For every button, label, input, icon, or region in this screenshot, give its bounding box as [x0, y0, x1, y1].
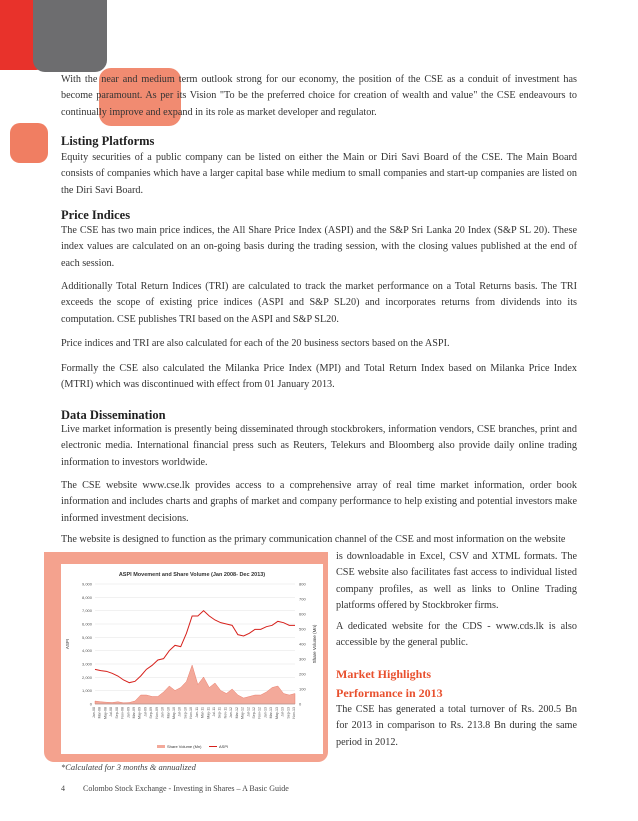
x-tick-label: Jan-12 [229, 707, 234, 718]
y2-tick-label: 200 [299, 671, 306, 677]
legend-swatch-volume [157, 745, 165, 748]
decor-salmon-square-small [10, 123, 48, 163]
x-tick-label: Sep-12 [252, 707, 256, 719]
x-tick-label: Jan-10 [160, 707, 165, 718]
page-number: 4 [61, 784, 65, 793]
y-tick-label: 8,000 [81, 594, 92, 600]
y-tick-label: 2,000 [81, 674, 92, 680]
x-tick-label: Sep-10 [183, 707, 188, 719]
x-tick-label: Jan-13 [263, 707, 268, 718]
price-p1: The CSE has two main price indices, the All Share Price Index (ASPI) and the S&P Sri Lanka 20 Index (S&P SL 20). These index values are calculated on an on-going basis during the trading session, with the closing values published at the end of each session. [61, 225, 577, 269]
price-p3: Price indices and TRI are also calculated for each of the 20 business sectors based on the ASPI. [61, 338, 450, 349]
dissemination-p3b: is downloadable in Excel, CSV and XTML formats. The CSE website also facilitates fast access to individual listed company profiles, as well as links to Online Trading platforms offered by Stockbroker firms. [336, 551, 577, 612]
series-share-volume [95, 665, 295, 704]
y-tick-label: 0 [89, 701, 92, 707]
price-heading: Price Indices [61, 208, 131, 222]
price-p2: Additionally Total Return Indices (TRI) are calculated to track the market performance on a Total Returns basis. The TRI exceeds the scope of existing price indices (ASPI and S&P SL20) and incorporates returns from dividends into its computation. CSE publishes TRI based on the ASPI and S&P SL20. [61, 281, 577, 325]
cds-paragraph [336, 619, 577, 652]
y2-tick-label: 600 [299, 611, 306, 617]
dissemination-body-2 [61, 478, 577, 527]
highlights-body: The CSE has generated a total turnover of Rs. 200.5 Bn for 2013 in comparison to Rs. 213.8 Bn during the same period in 2012. [336, 703, 577, 748]
y-tick-label: 7,000 [81, 608, 92, 614]
x-tick-label: Sep-11 [217, 707, 222, 719]
price-body-2 [61, 279, 577, 328]
highlights-subheading: Performance in 2013 [336, 686, 443, 701]
price-body-4 [61, 361, 577, 394]
x-tick-label: May-10 [172, 707, 176, 719]
y2-tick-label: 700 [299, 596, 306, 602]
page-footer [61, 784, 289, 793]
y2-tick-label: 800 [299, 581, 306, 587]
chart-title: ASPI Movement and Share Volume (Jan 2008- Dec 2013) [118, 572, 266, 578]
intro-paragraph [61, 72, 577, 121]
x-tick-label: Jul-08 [109, 707, 114, 717]
x-tick-label: May-08 [103, 707, 108, 719]
legend-label-aspi: ASPI [219, 744, 229, 749]
dissemination-continued [336, 549, 577, 615]
x-tick-label: Jan-08 [92, 707, 96, 718]
listing-text: Equity securities of a public company can be listed on either the Main or Diri Savi Board of the CSE. The Main Board consists of companies which have a larger capital base while medium to small companies and start-up companies are listed on the Diri Savi Board. [61, 152, 577, 196]
y2-tick-label: 400 [299, 641, 306, 647]
intro-text: With the near and medium term outlook strong for our economy, the position of the CSE as a conduit of investment has become paramount. As per its Vision "To be the preferred choice for creation of wealth and value" the CSE endeavours to continually improve and expand in its role as market developer and regulator. [61, 74, 577, 118]
y-axis-label: ASPI [65, 638, 70, 650]
x-tick-label: Nov-13 [292, 707, 296, 719]
x-tick-label: Mar-11 [200, 707, 205, 719]
x-tick-label: Jul-12 [246, 707, 251, 717]
x-tick-label: May-12 [240, 707, 245, 719]
dissemination-body [61, 422, 577, 471]
x-tick-label: Mar-08 [97, 707, 102, 719]
x-tick-label: Nov-11 [223, 707, 228, 719]
x-tick-label: Mar-13 [269, 707, 274, 719]
x-tick-label: May-09 [137, 707, 142, 719]
y2-tick-label: 300 [299, 656, 306, 662]
x-tick-label: May-13 [274, 707, 279, 719]
y2-tick-label: 500 [299, 626, 306, 632]
dissemination-heading: Data Dissemination [61, 408, 166, 422]
price-body [61, 223, 577, 272]
y-tick-label: 6,000 [81, 621, 92, 627]
x-tick-label: May-11 [206, 707, 211, 719]
x-tick-label: Sep-13 [286, 707, 291, 719]
y-tick-label: 3,000 [81, 661, 92, 667]
dissemination-p3: The website is designed to function as the primary communication channel of the CSE and most information on the website [61, 534, 566, 545]
dissemination-p1: Live market information is presently being disseminated through stockbrokers, information vendors, CSE branches, print and electronic media. International financial press such as Reuters, Telekurs and Bloomberg also provide daily online trading information to investors worldwide. [61, 424, 577, 468]
x-tick-label: Nov-10 [189, 707, 194, 719]
y-tick-label: 4,000 [81, 648, 92, 654]
x-tick-label: Mar-12 [234, 707, 239, 719]
y-tick-label: 1,000 [81, 688, 92, 694]
listing-heading: Listing Platforms [61, 134, 155, 148]
x-tick-label: Nov-08 [120, 707, 125, 719]
x-tick-label: Nov-12 [257, 707, 262, 719]
dissemination-body-3 [61, 532, 577, 548]
footer-text: Colombo Stock Exchange - Investing in Shares – A Basic Guide [83, 784, 289, 793]
x-tick-label: Sep-09 [149, 707, 154, 719]
x-tick-label: Jul-10 [177, 707, 182, 717]
price-p4: Formally the CSE also calculated the Milanka Price Index (MPI) and Total Return Index based on Milanka Price Index (MTRI) which was discontinued with effect from 01 January 2013. [61, 363, 577, 391]
highlights-heading: Market Highlights [336, 667, 431, 681]
aspi-chart [61, 564, 323, 754]
x-tick-label: Jan-09 [126, 707, 131, 718]
decor-grey-square [33, 0, 107, 72]
listing-body [61, 150, 577, 199]
x-tick-label: Jan-11 [194, 707, 199, 718]
y-tick-label: 9,000 [81, 581, 92, 587]
x-tick-label: Mar-10 [166, 707, 171, 719]
y2-axis-label: Share Volume (Mn) [312, 624, 317, 664]
y2-tick-label: 0 [299, 701, 302, 707]
x-tick-label: Nov-09 [154, 707, 159, 719]
y2-tick-label: 100 [299, 686, 306, 692]
series-aspi [95, 611, 295, 683]
dissemination-p2: The CSE website www.cse.lk provides access to a comprehensive array of real time market information, order book information and includes charts and graphs of market and company performance to help existing and potential investors make informed investment decisions. [61, 480, 577, 524]
price-body-3 [61, 336, 577, 352]
x-tick-label: Mar-09 [132, 707, 136, 719]
highlights-section [336, 666, 577, 751]
legend-label-volume: Share Volume (Mn) [167, 744, 202, 749]
x-tick-label: Jul-11 [212, 707, 216, 717]
footnote: *Calculated for 3 months & annualized [61, 762, 196, 772]
chart-svg [61, 564, 323, 754]
x-tick-label: Jul-09 [143, 707, 148, 717]
dissemination-p4: A dedicated website for the CDS - www.cds.lk is also accessible by the general public. [336, 621, 577, 649]
x-tick-label: Jul-13 [280, 707, 285, 717]
y-tick-label: 5,000 [81, 634, 92, 640]
x-tick-label: Sep-08 [114, 707, 119, 719]
